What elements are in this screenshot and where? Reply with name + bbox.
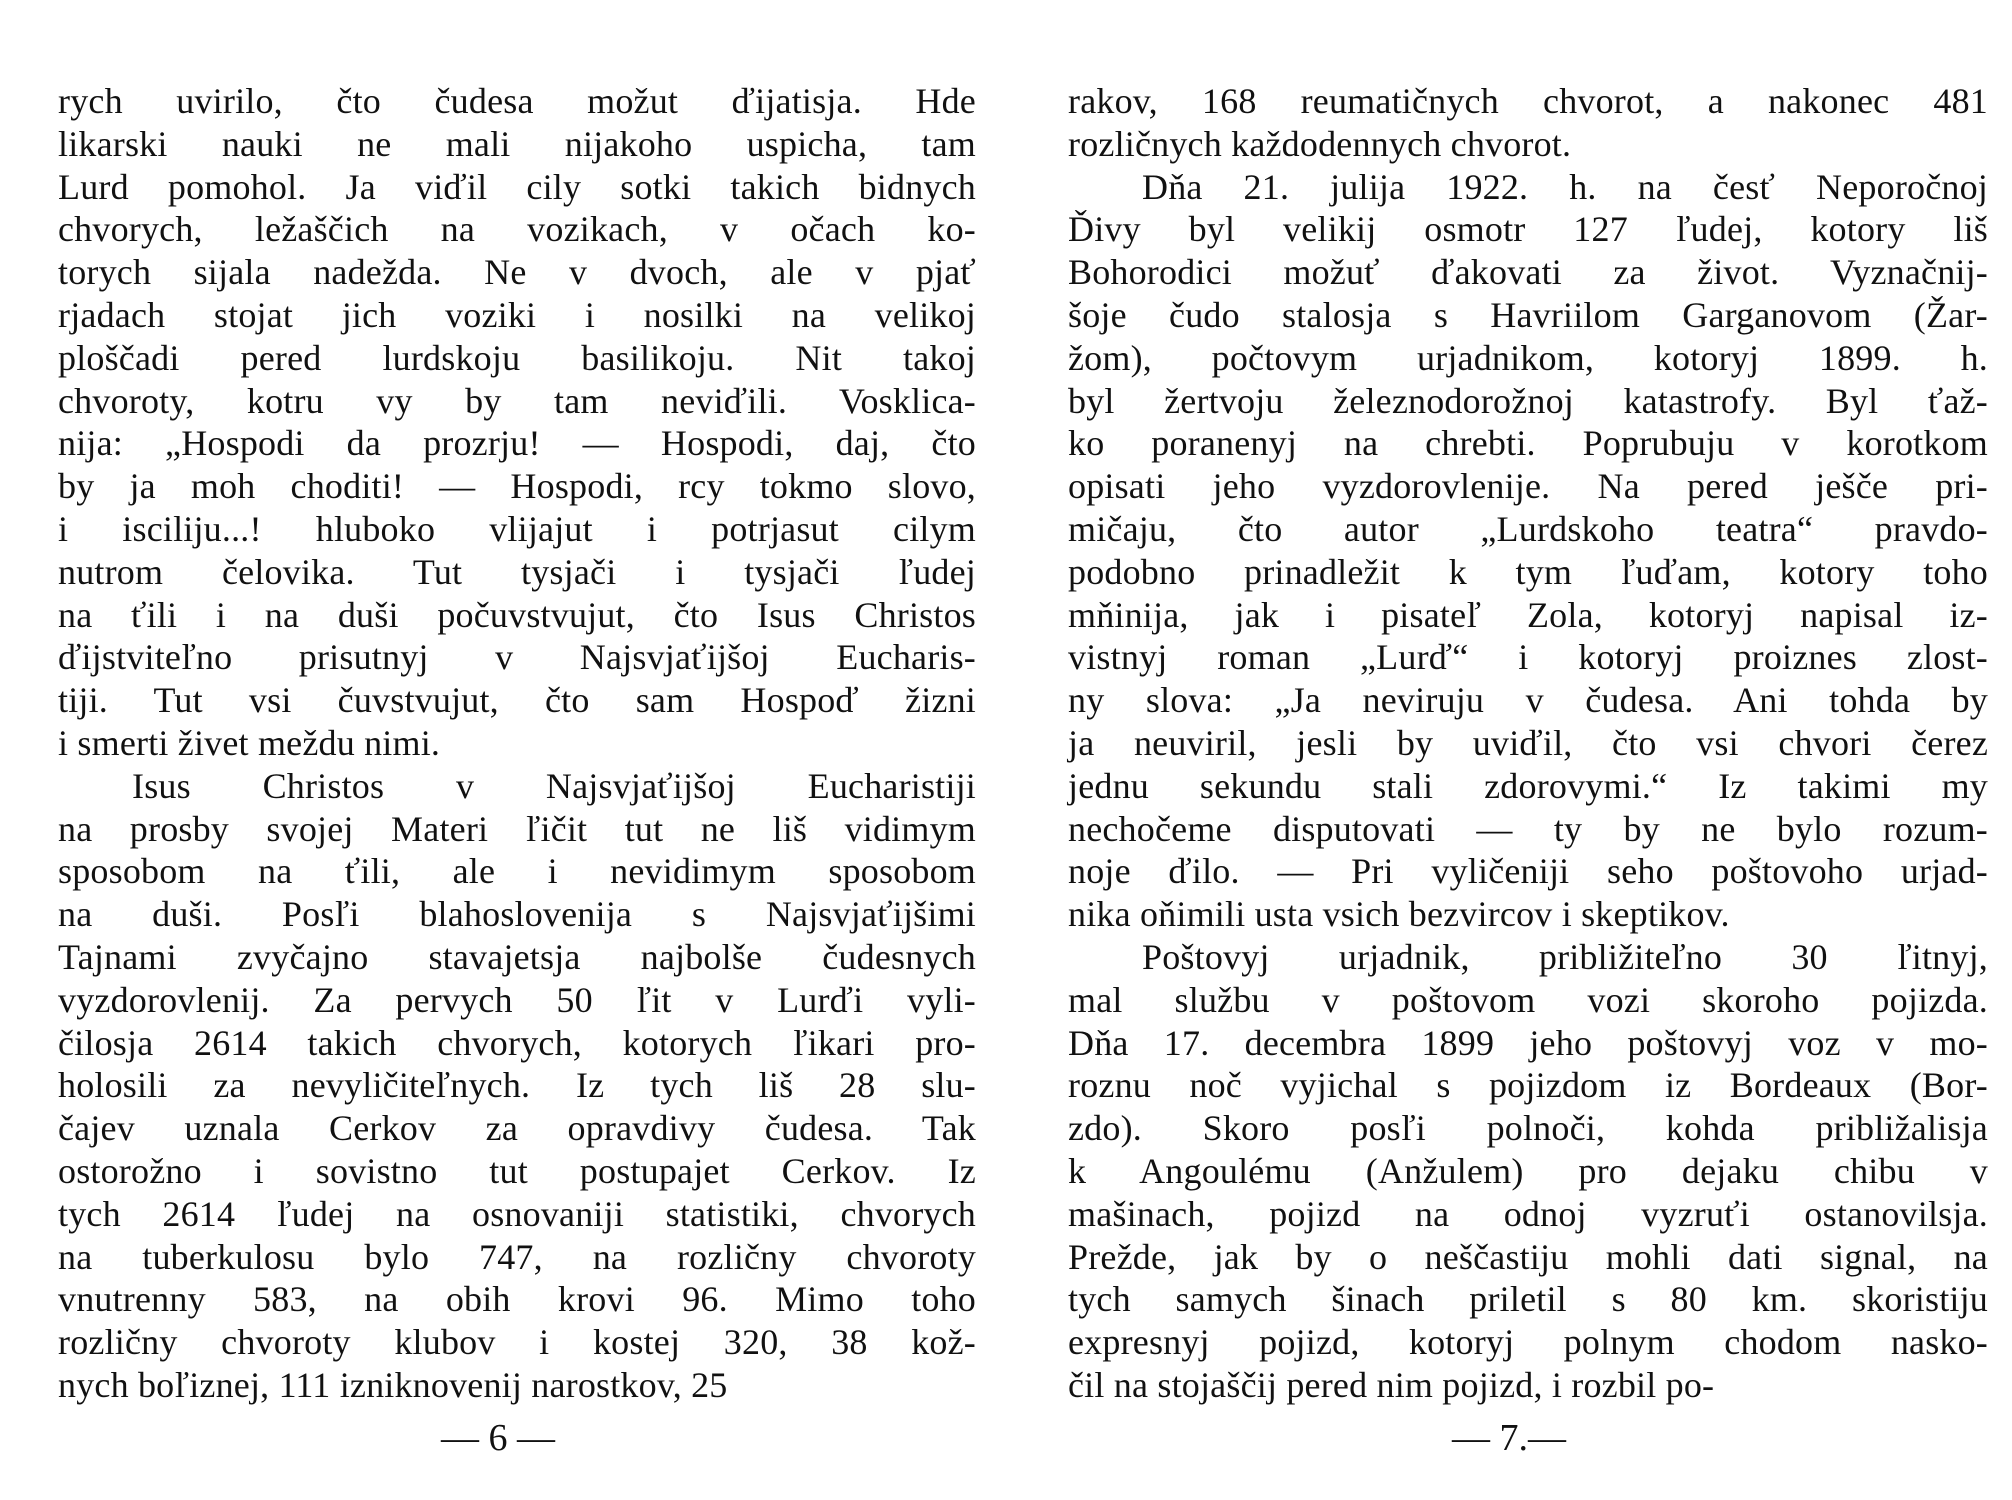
text-line: holosili za nevyličiteľnych. Iz tych liš 28 slu- [58,1065,976,1106]
text-line: žom), počtovym urjadnikom, kotoryj 1899. h. [1068,337,1988,378]
text-line: nika oňimili usta vsich bezvircov i skeptikov. [1068,894,1730,935]
text-line: mičaju, čto autor „Lurdskoho teatra“ pravdo- [1068,508,1988,549]
text-line: tiji. Tut vsi čuvstvujut, čto sam Hospoď žizni [58,680,976,721]
text-line: nutrom čelovika. Tut tysjači i tysjači ľudej [58,551,976,592]
text-line: ny slova: „Ja neviruju v čudesa. Ani tohda by [1068,680,1988,721]
text-line: rych uvirilo, čto čudesa možut ďijatisja. Hde [58,81,976,121]
text-line: na prosby svojej Materi ľičit tut ne liš vidimym [58,808,976,849]
text-line: mal službu v poštovom vozi skoroho pojizda. [1068,979,1988,1020]
text-line: na duši. Posľi blahoslovenija s Najsvjaťijšimi [58,894,976,935]
text-line: nych boľiznej, 111 izniknovenij narostkov, 25 [58,1364,728,1405]
text-line: Poštovyj urjadnik, približiteľno 30 ľitnyj, [1142,936,1988,977]
text-line: tych 2614 ľudej na osnovaniji statistiki, chvorych [58,1193,976,1234]
text-line: šoje čudo stalosja s Havriilom Garganovom (Žar- [1068,294,1988,335]
text-line: chvoroty, kotru vy by tam neviďili. Vosklica- [58,380,976,421]
text-line: ja neuviril, jesli by uviďil, čto vsi chvori čerez [1068,722,1988,763]
text-line: likarski nauki ne mali nijakoho uspicha, tam [58,123,976,164]
text-line: byl žertvoju železnodorožnoj katastrofy. Byl ťaž- [1068,380,1988,421]
text-line: rakov, 168 reumatičnych chvorot, a nakonec 481 [1068,81,1988,121]
text-line: ostorožno i sovistno tut postupajet Cerkov. Iz [58,1150,976,1191]
text-line: tych samych šinach priletil s 80 km. skoristiju [1068,1279,1988,1320]
text-line: opisati jeho vyzdorovlenije. Na pered ješče pri- [1068,466,1988,507]
text-line: Ďivy byl velikij osmotr 127 ľudej, kotory liš [1068,209,1988,250]
text-line: čajev uznala Cerkov za opravdivy čudesa. Tak [58,1108,976,1149]
text-line: chvorych, ležaščich na vozikach, v očach ko- [58,209,976,250]
text-line: vistnyj roman „Lurď“ i kotoryj proiznes zlost- [1068,637,1988,678]
text-line: Tajnami zvyčajno stavajetsja najbolše čudesnych [58,936,976,977]
page-number: — 6 — [441,1417,555,1459]
right-page [1006,0,2012,1500]
text-line: ďijstviteľno prisutnyj v Najsvjaťijšoj Eucharis- [58,637,976,678]
text-line: čil na stojaščij pered nim pojizd, i rozbil po- [1068,1364,1715,1405]
text-line: mašinach, pojizd na odnoj vyzruťi ostanovilsja. [1068,1193,1988,1234]
text-line: podobno prinadležit k tym ľuďam, kotory toho [1068,551,1988,592]
text-line: ploščadi pered lurdskoju basilikoju. Nit takoj [58,337,976,378]
text-line: jednu sekundu stali zdorovymi.“ Iz takimi my [1068,765,1988,806]
page-number: — 7.— [1452,1417,1566,1459]
text-line: Isus Christos v Najsvjaťijšoj Eucharistiji [132,765,976,806]
text-line: by ja moh choditi! — Hospodi, rcy tokmo slovo, [58,466,976,507]
text-line: Bohorodici možuť ďakovati za život. Vyznačnij- [1068,252,1988,293]
text-line: Prežde, jak by o neščastiju mohli dati signal, na [1068,1236,1988,1277]
text-line: nija: „Hospodi da prozrju! — Hospodi, daj, čto [58,423,976,464]
text-line: na tuberkulosu bylo 747, na rozličny chvoroty [58,1236,976,1277]
text-line: čilosja 2614 takich chvorych, kotorych ľikari pro- [58,1022,976,1063]
text-line: na ťili i na duši počuvstvujut, čto Isus Christos [58,594,976,635]
text-line: vnutrenny 583, na obih krovi 96. Mimo toho [58,1279,976,1320]
text-line: vyzdorovlenij. Za pervych 50 ľit v Lurďi vyli- [58,979,976,1020]
left-page-text [58,80,976,1407]
text-line: nechočeme disputovati — ty by ne bylo rozum- [1068,808,1988,849]
text-line: k Angoulému (Anžulem) pro dejaku chibu v [1068,1150,1988,1191]
text-line: mňinija, jak i pisateľ Zola, kotoryj napisal iz- [1068,594,1988,635]
text-line: noje ďilo. — Pri vyličeniji seho poštovoho urjad- [1068,851,1988,892]
text-line: expresnyj pojizd, kotoryj polnym chodom nasko- [1068,1322,1988,1363]
text-line: ko poranenyj na chrebti. Poprubuju v korotkom [1068,423,1988,464]
text-line: rozličny chvoroty klubov i kostej 320, 38 kož- [58,1322,976,1363]
text-line: i smerti živet meždu nimi. [58,722,441,763]
text-line: Dňa 17. decembra 1899 jeho poštovyj voz v mo- [1068,1022,1988,1063]
text-line: zdo). Skoro posľi polnoči, kohda približalisja [1068,1108,1988,1149]
right-page-text [1068,80,1988,1407]
text-line: i isciliju...! hluboko vlijajut i potrjasut cilym [58,508,976,549]
text-line: rjadach stojat jich voziki i nosilki na velikoj [58,294,976,335]
text-line: rozličnych každodennych chvorot. [1068,123,1572,164]
text-line: sposobom na ťili, ale i nevidimym sposobom [58,851,976,892]
text-line: roznu noč vyjichal s pojizdom iz Bordeaux (Bor- [1068,1065,1988,1106]
text-line: torych sijala nadežda. Ne v dvoch, ale v pjať [58,252,976,293]
text-line: Dňa 21. julija 1922. h. na česť Neporočnoj [1142,166,1988,207]
text-line: Lurd pomohol. Ja viďil cily sotki takich bidnych [58,166,976,207]
